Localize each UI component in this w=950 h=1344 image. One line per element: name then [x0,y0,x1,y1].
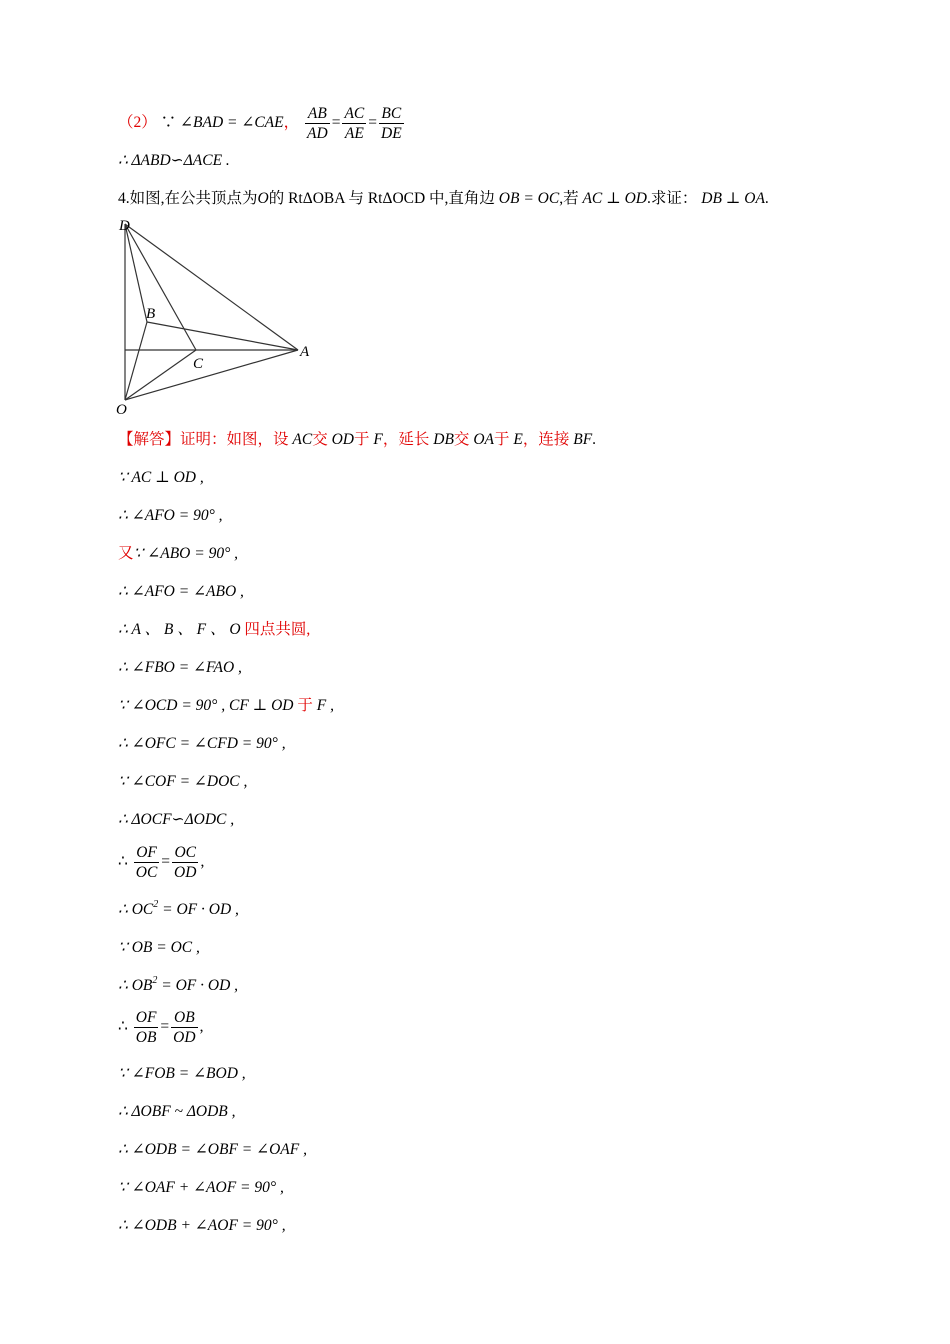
question-4: 4.如图,在公共顶点为O的 RtΔOBA 与 RtΔOCD 中,直角边 OB = OC,若 AC ⊥ OD.求证： DB ⊥ OA. [118,190,769,207]
label-d: D [119,218,130,234]
label-c: C [193,356,204,372]
segment-da [125,224,298,350]
step-20: ∴ ∠ODB + ∠AOF = 90° , [118,1217,286,1234]
part2-label: （2） [118,114,157,132]
step-11: ∴ $\frac{OF}{OC}$ = $\frac{OC}{OD}$ , [118,844,205,881]
step-12: ∴ $OC^2$ = OF · OD , [118,899,239,918]
step-7: ∵ ∠OCD = 90° , CF ⊥ OD 于 F , [118,697,334,714]
part2-condition: ∠BAD = ∠CAE [180,114,284,132]
step-13: ∵ OB = OC , [118,939,200,956]
step-9: ∵ ∠COF = ∠DOC , [118,773,248,790]
segment-oa [125,350,298,400]
step-15: ∴ $\frac{OF}{OB}$ = $\frac{OB}{OD}$ , [118,1009,204,1046]
conclusion-2: ∴ ΔABD∽ΔACE . [118,152,230,169]
step-2: ∴ ∠AFO = 90° , [118,507,223,524]
step-10: ∴ ΔOCF∽ΔODC , [118,811,235,828]
step-16: ∵ ∠FOB = ∠BOD , [118,1065,246,1082]
part2-line: （2） ∵ ∠BAD = ∠CAE， $\frac{AB}{AD}$ = $\frac{AC}{AE}$ = $\frac{BC}{DE}$ [118,105,402,142]
label-o: O [116,402,127,414]
step-5: ∴ A 、 B 、 F 、 O 四点共圆, [118,621,311,638]
step-4: ∴ ∠AFO = ∠ABO , [118,583,244,600]
step-6: ∴ ∠FBO = ∠FAO , [118,659,242,676]
fraction-ab-ad: $\frac{AB}{AD}$ [307,105,328,142]
step-19: ∵ ∠OAF + ∠AOF = 90° , [118,1179,284,1196]
step-14: ∴ $OB^2$ = OF · OD , [118,975,239,994]
segment-dc [125,224,196,350]
answer-intro: 【解答】证明：如图，设 AC交 OD于 F，延长 DB交 OA于 E，连接 BF. [118,431,597,448]
step-18: ∴ ∠ODB = ∠OBF = ∠OAF , [118,1141,307,1158]
fraction-oc-od: $\frac{OC}{OD}$ [174,844,197,881]
step-8: ∴ ∠OFC = ∠CFD = 90° , [118,735,286,752]
step-3: 又∵ ∠ABO = 90° , [118,545,239,562]
fraction-bc-de: $\frac{BC}{DE}$ [381,105,402,142]
segment-oc [125,350,196,400]
fraction-of-ob: $\frac{OF}{OB}$ [135,1009,157,1046]
label-b: B [146,306,156,322]
segment-ba [147,322,298,350]
fraction-ac-ae: $\frac{AC}{AE}$ [344,105,365,142]
fraction-ob-od: $\frac{OB}{OD}$ [173,1009,196,1046]
step-17: ∴ ΔOBF ~ ΔODB , [118,1103,236,1120]
fraction-of-oc: $\frac{OF}{OC}$ [135,844,158,881]
segment-ob [125,322,147,400]
segment-db [125,224,147,322]
label-a: A [300,344,310,360]
step-1: ∵ AC ⊥ OD , [118,469,204,486]
geometry-figure [110,214,320,414]
